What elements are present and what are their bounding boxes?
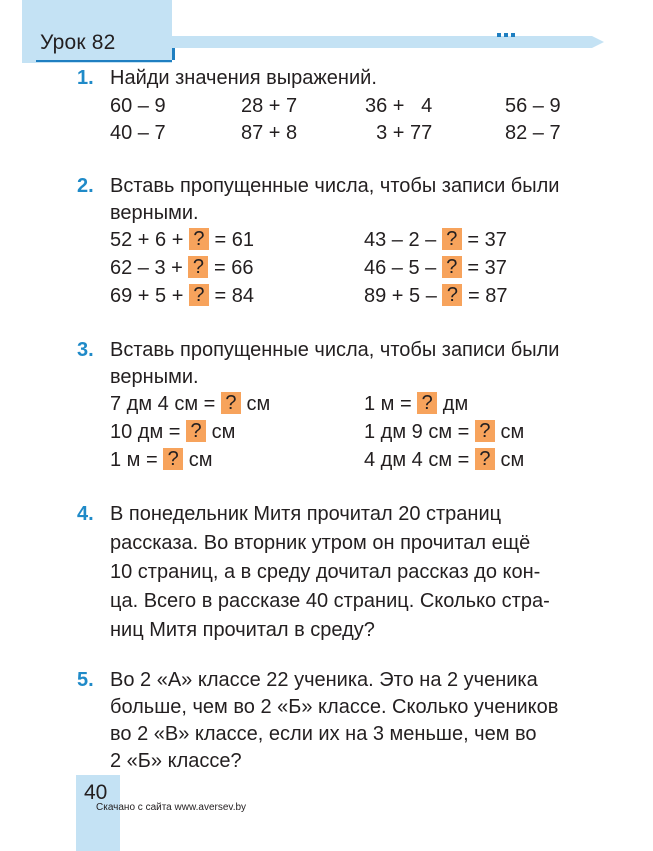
missing-number-box: ? (417, 392, 437, 414)
download-source-note: Скачано с сайта www.aversev.by (96, 802, 247, 813)
header-bar-arrow-tip (592, 36, 604, 48)
equation: 52 + 6 + ? = 61 (110, 228, 255, 251)
task-number: 5. (77, 669, 94, 691)
header-bar-marks (497, 33, 517, 37)
missing-number-box: ? (475, 420, 495, 442)
missing-number-box: ? (186, 420, 206, 442)
conversion: 4 дм 4 см = ? см (364, 448, 525, 471)
page-number: 40 (84, 781, 108, 804)
expression: 87 + 8 (241, 122, 298, 144)
task-text-line: В понедельник Митя прочитал 20 страниц (110, 503, 502, 525)
task-text: Вставь пропущенные числа, чтобы записи были (110, 175, 560, 197)
missing-number-box: ? (442, 284, 462, 306)
expression: 56 – 9 (505, 95, 561, 117)
missing-number-box: ? (475, 448, 495, 470)
task-text-line: ниц Митя прочитал в среду? (110, 619, 375, 641)
header-decor-bar (172, 36, 592, 48)
task-text-line: 10 страниц, а в среду дочитал рассказ до кон- (110, 561, 541, 583)
task-text-line: ца. Всего в рассказе 40 страниц. Сколько стра- (110, 590, 550, 612)
lesson-header-tab (22, 0, 172, 63)
missing-number-box: ? (189, 228, 209, 250)
task-text: верными. (110, 202, 199, 224)
missing-number-box: ? (221, 392, 241, 414)
expression: 82 – 7 (505, 122, 561, 144)
missing-number-box: ? (189, 284, 209, 306)
missing-number-box: ? (442, 228, 462, 250)
missing-number-box: ? (188, 256, 208, 278)
expression: 60 – 9 (110, 95, 166, 117)
missing-number-box: ? (163, 448, 183, 470)
conversion: 1 дм 9 см = ? см (364, 420, 525, 443)
task-text: верными. (110, 366, 199, 388)
task-number: 3. (77, 339, 94, 361)
conversion: 10 дм = ? см (110, 420, 236, 443)
task-text-line: 2 «Б» классе? (110, 750, 242, 772)
task-number: 2. (77, 175, 94, 197)
task-text-line: Во 2 «А» классе 22 ученика. Это на 2 ученика (110, 669, 538, 691)
task-text: Найди значения выражений. (110, 67, 377, 89)
expression: 28 + 7 (241, 95, 298, 117)
equation: 43 – 2 – ? = 37 (364, 228, 507, 251)
task-number: 4. (77, 503, 94, 525)
lesson-title: Урок 82 (40, 31, 116, 54)
conversion: 1 м = ? см (110, 448, 213, 471)
equation: 69 + 5 + ? = 84 (110, 284, 255, 307)
task-number: 1. (77, 67, 94, 89)
equation: 62 – 3 + ? = 66 (110, 256, 254, 279)
missing-number-box: ? (442, 256, 462, 278)
expression: 3 + 77 (365, 122, 433, 144)
conversion: 7 дм 4 см = ? см (110, 392, 271, 415)
task-text: Вставь пропущенные числа, чтобы записи были (110, 339, 560, 361)
task-text-line: больше, чем во 2 «Б» классе. Сколько учеников (110, 696, 559, 718)
equation: 89 + 5 – ? = 87 (364, 284, 508, 307)
task-text-line: во 2 «В» классе, если их на 3 меньше, чем во (110, 723, 537, 745)
equation: 46 – 5 – ? = 37 (364, 256, 507, 279)
header-underline (36, 60, 172, 62)
task-text-line: рассказа. Во вторник утром он прочитал ещё (110, 532, 531, 554)
expression: 36 + 4 (365, 95, 433, 117)
conversion: 1 м = ? дм (364, 392, 469, 415)
expression: 40 – 7 (110, 122, 166, 144)
